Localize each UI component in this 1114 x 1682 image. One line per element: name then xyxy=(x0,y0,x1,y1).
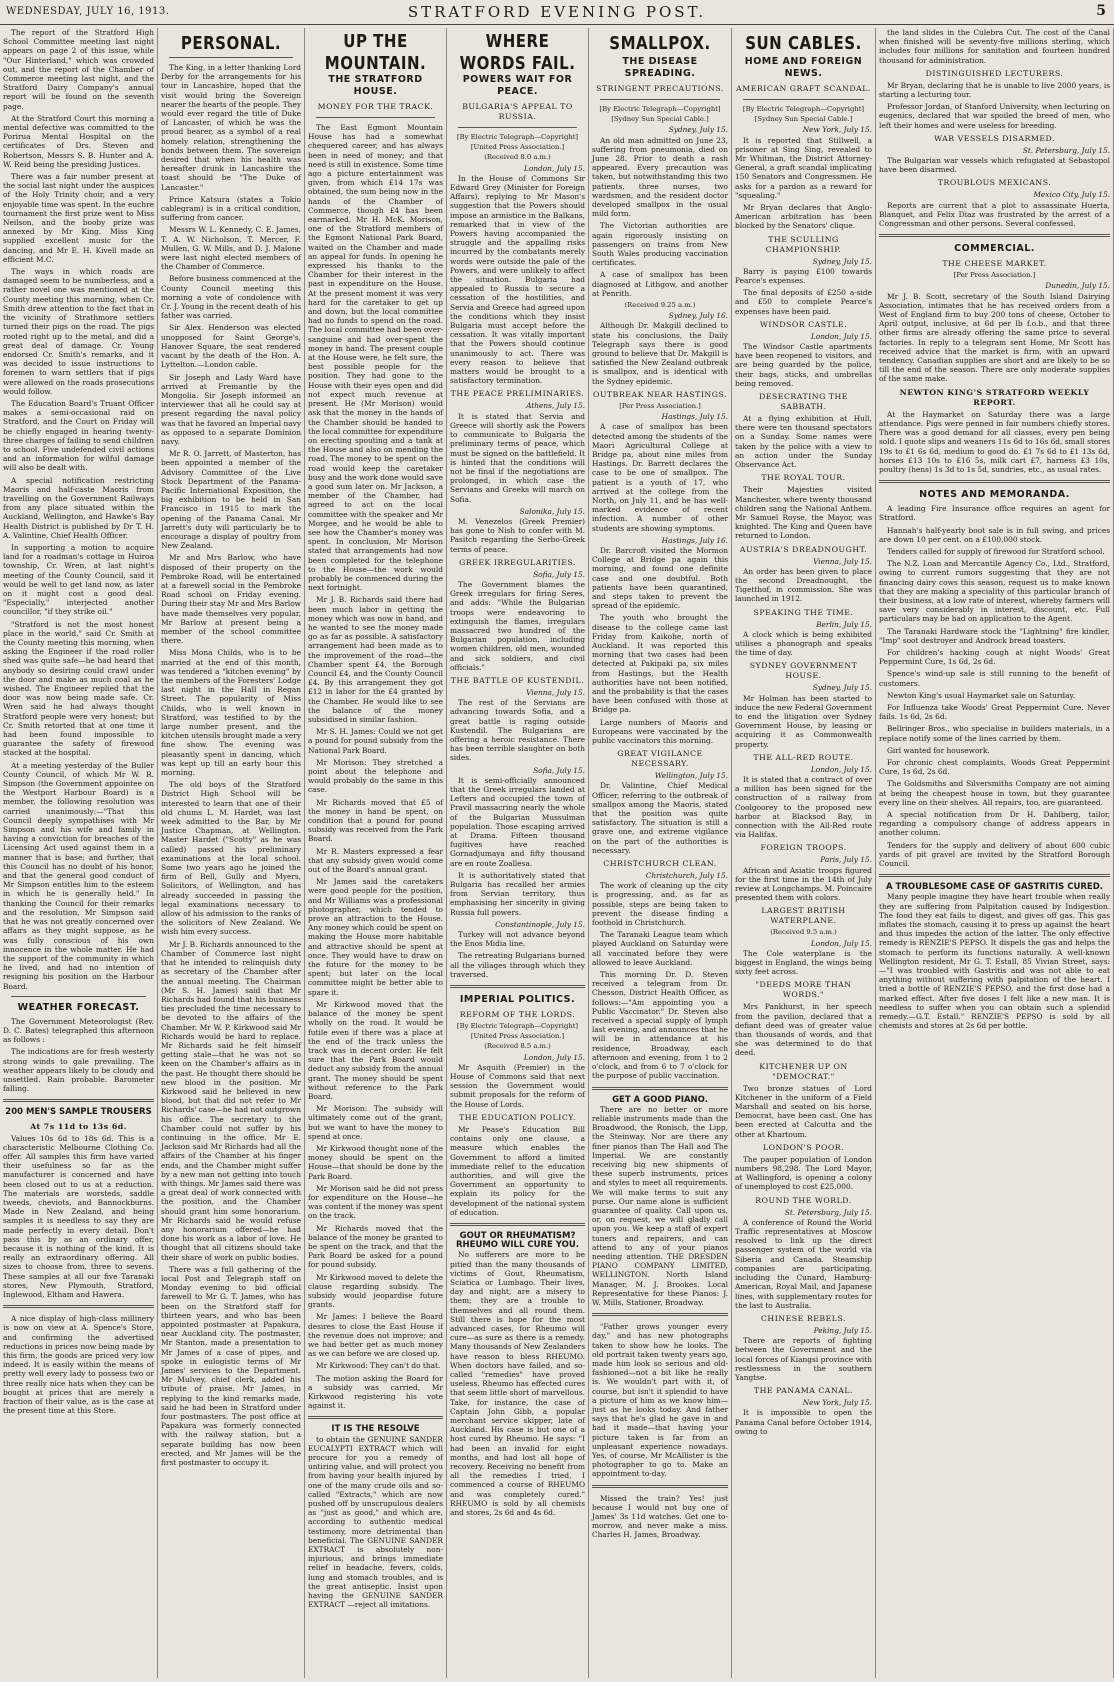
paragraph: Messrs W. L. Kennedy, C. E. James, T. A. W. Nicholson, T. Mercer, F. Mullen, G. W. Mills, and D. J. Malone were last night elected members of the Chamber of Commerce. xyxy=(161,225,301,272)
paragraph: In the House of Commons Sir Edward Grey (Minister for Foreign Affairs), replying to Mr Mason's suggestion that the Powers should impose an armistice in the Balkans, remarked that in view of the Powers having accompanied the struggle and the appalling risks incurred by the combatants merely words were outside the pale of the Powers, and were unlikely to affect the situation. Bulgaria had appealed to Russia to secure a cessation of the hostilities, and Servia and Greece had agreed upon the conditions which they insist Bulgaria must accept before the cessation. It was vitally important that the Powers should continue unanimously to act. There was every reason to believe that matters would be brought to a satisfactory termination. xyxy=(450,173,586,386)
paragraph: Mr J. B. Richards said there had been much labor in getting the money which was now in hand, and he wanted to see the money made go as far as possible. A satisfactory arrangement had been made as to the improvement of the road—the Chamber spent £4, the Borough Council £4, and the County Council £4. By this arrangement they got £12 in labor for the £4 granted by the Chamber. He would like to see the balance of the money subsidised in similar fashion. xyxy=(308,595,443,724)
paragraph: It is impossible to open the Panama Canal before October 1914, owing to xyxy=(735,1408,872,1436)
dateline: New York, July 15. xyxy=(802,125,872,135)
paragraph: Hannah's half-yearly boot sale is in full swing, and prices are down 10 per cent. on a £100,000 stock. xyxy=(879,525,1110,544)
sub-headline: "DEEDS MORE THAN WORDS." xyxy=(755,980,852,1000)
paragraph: Professor Jordan, of Stanford University, when lecturing on eugenics, declared that war spoiled the breed of men, who left their homes and were useless for breeding. xyxy=(879,102,1110,130)
sub-headline: THE STRATFORD HOUSE. xyxy=(328,74,423,97)
paragraph: A nice display of high-class millinery is now on view at A. Spence's Store, and confirming the advertised reductions in prices now being made by this firm, the goods are priced very low indeed. It is easily within the means of pretty well every lady to possess two or three really nice hats when they can be bought at prices that are merely a fraction of their value, as is the case at the present time at this Store. xyxy=(3,1314,154,1416)
divider xyxy=(879,480,1110,483)
paragraph: Mr J. B. Scott, secretary of the South Island Dairying Association, intimates that he has received orders from a West of England firm to buy 200 tons of cheese, October to April output, inclusive, at 6d per lb f.o.b., and that three other firms are already offering the same price to several factories. In reply to a telegram sent Home, Mr Scott has received advice that the market is firm, with an upward tendency. Canadian supplies are short and are likely to be so till the end of the season. There are only moderate supplies of the same make. xyxy=(879,291,1110,384)
paragraph: the land slides in the Culebra Cut. The cost of the Canal when finished will be seventy-five millions sterling, which includes four millions for sanitation and fourteen hundred thousand for administration. xyxy=(879,28,1110,65)
sub-headline: ROUND THE WORLD. xyxy=(755,1195,852,1205)
wire-credit: [Sydney Sun Special Cable.] xyxy=(754,115,853,124)
paragraph: Mr S. H. James: Could we not get a pound for pound subsidy from the National Park Board. xyxy=(308,727,443,755)
divider xyxy=(3,1305,154,1308)
paragraph: Turkey will not advance beyond the Enos Midia line. xyxy=(450,930,585,949)
paragraph: Large numbers of Maoris and Europeans were vaccinated by the public vaccinators this morning. xyxy=(592,717,728,745)
paragraph: Their Majesties visited Manchester, where twenty thousand children sang the National Anthem. Mr Samuel Royse, the Mayor, was knighted. The King and Queen have returned to London. xyxy=(735,485,872,541)
paragraph: The ways in which roads are damaged seem to be numberless, and a rather novel one was mentioned at the County meeting this morning, when Cr. Smith drew attention to the fact that in the vicinity of Strathmore settlers turned their pigs on the road. The pigs rooted right up to the metal, and did a great deal of damage. Cr. Young endorsed Cr. Smith's remarks, and it was decided to issue instructions to foremen to warn settlers that if pigs were allowed on the roads prosecutions would follow. xyxy=(3,267,154,396)
dateline: St. Petersburg, July 15. xyxy=(1022,145,1110,155)
dateline: Salonika, July 15. xyxy=(519,506,585,516)
ad-body: Values 10s 6d to 18s 6d. This is a characteristic Melbourne Clothing Co. offer. All samples this firm have varied their usefulness so far as the manufacturer is concerned and have been closed out to us at a reduction. The materials are worsteds, saddle tweeds, cheviots, and Bannockburns. Made in New Zealand, and being samples it is needless to say they are made perfectly in every detail. Don't pass this by as an ordinary offer, because it is nothing of the kind. It is really an extraordinary offering. All sizes to choose from, three to sevens. These samples at all our five Taranaki stores, New Plymouth, Stratford, Inglewood, Eltham and Hawera. xyxy=(3,1133,154,1299)
divider xyxy=(592,1087,728,1090)
divider xyxy=(879,234,1110,237)
paragraph: Tenders for the supply and delivery of about 600 cubic yards of pit gravel are invited by the Stratford Borough Council. xyxy=(879,840,1110,869)
sub-headline: MONEY FOR THE TRACK. xyxy=(317,102,434,111)
paragraph: The King, in a letter thanking Lord Derby for the arrangements for his tour in Lancashire, hoped that the visit would bring the Sovereign nearer the hearts of the people. They would ever regard the title of Duke of Lancaster, of which he was the proud bearer, as a symbol of a real homely relation, strengthening the bonds between them. The sovereign desired that when his health was hereafter drunk in Lancashire the toast should be "The Duke of Lancaster." xyxy=(161,63,301,192)
paragraph: Mr James said the caretakers were good people for the position, and Mr Williams was a professional photographer, which tended to prove an attraction to the House. Any money which could be spent on making the House more habitable and attractive should be spent at once. They would have to draw on the future for the money to be spent; but later on the local committee might be better able to spare it. xyxy=(308,877,443,997)
ad-body: Many people imagine they have heart trouble when really they are suffering from Palpitation caused by Indigestion. The food they eat fails to digest, and gives off gas. This gas inflates the stomach, causing it to press up against the heart and thus impedes the action of the latter. The only effective remedy is RENZIE'S PEPSO. It dispels the gas and helps the stomach to perform its functions naturally. A well-known Wellington resident, Mr G. T. Estall, 85 Vivian Street, says:—"I was troubled with Gastritis and was not able to eat anything without suffering with palpitation of the heart. I tried a bottle of RENZIE'S PEPSO, and the first dose had a marked effect. After five doses I felt like a new man. It is needless to suffer when you can obtain such a splendid remedy.—G.T. Estall." RENZIE'S PEPSO is sold by all chemists and stores at 2s 6d per bottle. xyxy=(879,892,1110,1031)
column-local-news xyxy=(0,28,158,1678)
paragraph: Mr Kirkwood moved that the balance of the money be spent wholly on the road. It would be futile even if there was a place at the end of the track unless the track was in decent order. He felt sure that the Park Board would deduct any subsidy from the annual grant. The money should be spent without reference to the Park Board. xyxy=(308,999,443,1101)
paragraph: The Windsor Castle apartments have been reopened to visitors, and are being guarded by the police, their bags, sticks, and umbrellas being removed. xyxy=(735,342,872,388)
sub-headline: THE CHEESE MARKET. xyxy=(942,259,1047,269)
paragraph: At the Stratford Court this morning a mental defective was committed to the Porirua Mental Hospital on the certificates of Drs. Steven and Robertson, Messrs S. B. Hunter and A. W. Reid being the presiding Justices. xyxy=(3,113,154,169)
issue-date: WEDNESDAY, JULY 16, 1913. xyxy=(6,6,170,17)
received-time: (Received 8.0 a.m.) xyxy=(484,153,551,162)
section-headline: NOTES AND MEMORANDA. xyxy=(919,489,1070,501)
dateline: New York, July 15. xyxy=(802,1398,872,1408)
sub-headline: LARGEST BRITISH WATERPLANE. xyxy=(761,906,846,926)
paragraph: Dr. Barcroft visited the Mormon College at Bridge pa again this morning, and found one definite case and one doubtful. Both patients have been quarantined, and steps taken to prevent the spread of the epidemic. xyxy=(592,545,728,611)
divider xyxy=(316,117,435,118)
paragraph: There are reports of fighting between the Government and the local forces of Kiangsi province with restlessness in the southern Yangtse. xyxy=(735,1336,872,1382)
paragraph: Mr Asquith (Premier) in the House of Commons said that next session the Government would submit proposals for the reform of the House of Lords. xyxy=(450,1062,585,1109)
paragraph: Before business commenced at the County Council meeting this morning a vote of condolence with Cr. J. Young in the recent death of his father was carried. xyxy=(161,274,301,321)
received-time: (Received 9.25 a.m.) xyxy=(624,301,696,310)
dateline: Christchurch, July 15. xyxy=(645,871,728,881)
paragraph: The indications are for fresh westerly strong winds to gale prevailing. The weather appears likely to be cloudy and unsettled. Rain probable. Barometer falling. xyxy=(3,1047,154,1094)
sub-headline: KITCHENER UP ON "DEMOCRAT." xyxy=(759,1061,848,1081)
sub-headline: SPEAKING THE TIME. xyxy=(753,607,854,617)
dateline: London, July 15. xyxy=(810,331,872,341)
newspaper-title: STRATFORD EVENING POST. xyxy=(407,3,707,21)
divider xyxy=(3,1099,154,1102)
dateline: Mexico City, July 15. xyxy=(1033,190,1110,200)
paragraph: Mr and Mrs Barlow, who have disposed of their property on the Pembroke Road, will be entertained at a farewell social in the Pembroke Road school on Friday evening. During their stay Mr and Mrs Barlow have made themselves very popular, Mr Barlow at present being a member of the school committee there. xyxy=(161,553,301,646)
sub-headline: HOME AND FOREIGN NEWS. xyxy=(744,56,863,79)
paragraph: There was a full gathering of the local Post and Telegraph staff on Monday evening to bid official farewell to Mr G. T. James, who has been on the Stratford staff for thirteen years, and who has been appointed postmaster at Papakura, near Auckland city. The postmaster, Mr Stanton, made a presentation to Mr James of a case of pipes, and spoke in eulogistic terms of Mr James' services to the Department. Mr Mulvey, chief clerk, added his tribute of praise. Mr James, in replying to the kind remarks made, said he had been in Stratford under four postmasters. The post office at Papakura was formerly connected with the railway station, but a separate building has now been erected, and Mr James will be the first postmaster to occupy it. xyxy=(161,1264,301,1468)
paragraph: The Taranaki Hardware stock the "Lightning" fire kindler, "Imp" soot destroyer and Androck bread toasters. xyxy=(879,626,1110,645)
paragraph: Mrs Pankhurst, in her speech from the pavilion, declared that a defiant deed was of greater value than thousands of words, and that she was determined to do that deed. xyxy=(735,1002,872,1058)
dateline: London, July 15. xyxy=(523,1052,585,1062)
paragraph: M. Venezelos (Greek Premier) has gone to Nish to confer with M. Pasitch regarding the Serbo-Greek terms of peace. xyxy=(450,516,585,554)
wire-credit: [Per Press Association.] xyxy=(953,271,1036,280)
sub-headline: POWERS WAIT FOR PEACE. xyxy=(462,74,573,97)
dateline: London, July 15. xyxy=(523,163,585,173)
ad-body: "Father grows younger every day," and has new photographs taken to show how he looks. The old portrait taken twenty years ago, made him look so serious and old-fashioned—not a bit like he really is. We wouldn't part with it, of course, but isn't it splendid to have a picture of him as we know him—just as he looks today. And father says that he's glad he gave in and had it made—that having your picture taken is far from an unpleasant experience nowadays. Yes, of course, Mr McAllister is the photographer to go to. Make an appointment to-day. xyxy=(592,1322,728,1479)
column-smallpox xyxy=(589,28,732,1678)
dateline: Constantinople, July 15. xyxy=(495,919,585,929)
paragraph: At the Haymarket on Saturday there was a large attendance. Pigs were penned in fair numbers chiefly stores. There was a good demand for all classes, every pen being sold. I quote slips and weaners 11s 6d to 16s 6d, small stores 19s to £1 6s 6d, medium to good do. £1 7s 6d to £1 13s 6d, horses £13 10s to £16 5s, milk cart £7, harness £3 10s, poultry (hens) 1s 3d to 1s 5d, sundries, etc., as usual rates. xyxy=(879,409,1110,474)
paragraph: The Goldsmiths and Silversmiths Company are not aiming at being the cheapest house in town, but they guarantee every line on their shelves. All repairs, too, are guaranteed. xyxy=(879,779,1110,807)
paragraph: It is stated that Servia and Greece will shortly ask the Powers to communicate to Bulgaria the preliminary terms of peace, which must be signed on the battlefield. It is hinted that the conditions will not be final if the negotiations are prolonged, in which case the Servians and Greeks will march on Sofia. xyxy=(450,411,585,504)
divider xyxy=(592,1313,728,1316)
wire-credit: [United Press Association.] xyxy=(470,143,565,152)
received-time: (Received 8.5 a.m.) xyxy=(484,1042,551,1051)
paragraph: The N.Z. Loan and Mercantile Agency Co., Ltd., Stratford, owing to current rumors suggesting that they are not financing dairy cows this season, request us to make known that they are making a speciality of this particular branch of their business, at a low rate of interest, whereby farmers will save very considerably in interest, discount, etc. Full particulars may be had on application to the Agent. xyxy=(879,559,1110,624)
paragraph: It is stated that a contract of over a million has been signed for the construction of a railway from Coolgoorey to the proposed new harbor at Blacksod Bay, in connection with the All-Red route via Halifax. xyxy=(735,774,872,840)
sub-headline: SYDNEY GOVERNMENT HOUSE. xyxy=(749,661,858,681)
dateline: London, July 15. xyxy=(810,938,872,948)
dateline: Vienna, July 15. xyxy=(813,556,872,566)
sub-headline: CHRISTCHURCH CLEAN. xyxy=(603,859,717,869)
weather-headline: WEATHER FORECAST. xyxy=(17,1001,140,1013)
sub-headline: GREEK IRREGULARITIES. xyxy=(459,557,576,567)
sub-headline: WINDSOR CASTLE. xyxy=(759,319,848,329)
dateline: Paris, July 15. xyxy=(820,855,872,865)
column-sun-cables xyxy=(732,28,876,1678)
paragraph: An old man admitted on June 23, suffering from pneumonia, died on June 28. Prior to death a rash appeared. Every precaution was taken, but notwithstanding this two patients, three nurses, two wardsmen, and the resident doctor developed smallpox in the usual mild form. xyxy=(592,135,728,219)
ad-headline: IT IS THE RESOLVE xyxy=(331,1424,420,1435)
paragraph: The Taranaki League team which played Auckland on Saturday were all vaccinated before they were allowed to leave Auckland. xyxy=(592,930,728,967)
ad-body: to obtain the GENUINE SANDER EUCALYPTI EXTRACT which will procure for you a remedy of untiring value, and will protect you from having your health injured by one of the many crude oils and so-called "Extracts," which are now pushed off by unscrupulous dealers as "just as good," and which are, according to authentic medical testimony, more detrimental than beneficial. The GENUINE SANDER EXTRACT is absolutely non-injurious, and brings immediate relief in headache, fevers, colds, lung and stomach troubles, and is the great antiseptic. Insist upon having the GENUINE SANDER EXTRACT —reject all imitations. xyxy=(308,1434,443,1610)
paragraph: The Cole waterplane is the biggest in England, the wings being sixty feet across. xyxy=(735,948,872,977)
ad-headline: 200 MEN'S SAMPLE TROUSERS xyxy=(5,1107,152,1118)
paragraph: Mr James: I believe the Board desires to close the East House if the revenue does not improve; and we had better get as much money as we can before we are closed up. xyxy=(308,1312,443,1359)
wire-credit: [By Electric Telegraph—Copyright] xyxy=(456,1022,579,1031)
paragraph: There was a fair number present at the social last night under the auspices of the Holy Trinity choir, and a very enjoyable time was spent. In the euchre tournament the first prize went to Miss Neilson, and the booby prize was annexed by Mr King. Miss King supplied excellent music for the dancing, and Mr E. H. Kivell made an efficient M.C. xyxy=(3,172,154,264)
dateline: Wellington, July 15. xyxy=(654,771,728,781)
paragraph: "Stratford is not the most honest place in the world," said Cr. Smith at the County meeting this morning, when asking the Engineer if the road roller shed was quite safe—he had heard that anybody so desiring could crawl under the door and make as much coal as he wished. The Engineer replied that the door was now being made safe. Cr. Wren said he had always thought Stratford people were very honest; but Cr. Smith retorted that at one time it had been found impossible to guarantee the safety of firewood stacked at the hospital. xyxy=(3,619,154,758)
ad-headline: GOUT OR RHEUMATISM? RHEUMO WILL CURE YOU. xyxy=(455,1230,579,1251)
paragraph: Mr Kirkwood thought none of the money should be spent on the House—that should be done by the Park Board. xyxy=(308,1143,443,1181)
paragraph: For Influenza take Woods' Great Peppermint Cure. Never fails. 1s 6d, 2s 6d. xyxy=(879,702,1110,722)
dateline: Sofia, July 15. xyxy=(533,569,585,579)
sub-headline: WAR VESSELS DISARMED. xyxy=(934,133,1055,143)
dateline: Vienna, July 15. xyxy=(526,687,585,697)
paragraph: This morning Dr. D. Steven received a telegram from Dr. Chesson, District Health Officer, as follows:—"Am appointing you a Public Vaccinator." Dr. Steven also received a special supply of lymph last evening, and announces that he will be in attendance at his residence, Broadway, each afternoon and evening, from 1 to 2 o'clock, and from 6 to 7 o'clock for the purpose of public vaccination. xyxy=(592,970,728,1081)
sub-headline: AUSTRIA'S DREADNOUGHT. xyxy=(739,544,868,554)
paragraph: Bellringer Bros., who specialise in builders materials, in a replace notify some of the lines carried by them. xyxy=(879,724,1110,743)
divider xyxy=(169,57,293,58)
dateline: Sydney, July 15. xyxy=(812,256,872,266)
dateline: Sydney, July 15. xyxy=(668,125,728,135)
paragraph: For children's hacking cough at night Woods' Great Peppermint Cure, 1s 6d, 2s 6d. xyxy=(879,647,1110,667)
paragraph: At a flying exhibition at Hull, there were ten thousand spectators on a Sunday. Some names were taken by the police with a view to an action under the Sunday Observance Act. xyxy=(735,414,872,470)
section-headline: SMALLPOX. xyxy=(609,32,711,54)
sub-headline: THE EDUCATION POLICY. xyxy=(459,1112,576,1122)
paragraph: A conference of Round the World Traffic representatives at Moscow resolved to link up the direct passenger system of the world via Siberia and Canada. Steamship companies are participating, including the Cunard, Hamburg-American, Royal Mail, and Japanese lines, with supplementary routes for the last to Australia. xyxy=(735,1217,872,1310)
paragraph: The rest of the Servians are advancing towards Sofia, and a great battle is raging outside Kustendil. The Bulgarians are offering a heroic resistance. There has been terrible slaughter on both sides. xyxy=(450,698,585,763)
paragraph: The Victorian authorities are again rigorously insisting on passengers on trains from New South Wales producing vaccination certificates. xyxy=(592,221,728,268)
divider xyxy=(879,874,1110,877)
paragraph: The old boys of the Stratford District High School will be interested to learn that one of their old chums L. M. Hardet, was last week admitted to the Bar, by Mr Justice Chapman, at Wellington. Master Hardet ("Scotty" as he was called) passed his preliminary examinations at the local school. Some two years ago he joined the firm of Bell, Gully and Myers, Solicitors, of Wellington, and has already succeeded in passing the legal examinations necessary to allow of his admission to the ranks of the solicitors of New Zealand. We wish him every success. xyxy=(161,780,301,937)
paragraph: Miss Mona Childs, who is to be married at the end of this month, was tendered a "kitchen evening" by the members of the Foresters' Lodge last night in the Hall in Regan Street. The popularity of Miss Childs, who is well known in Stratford, was testified to by the large number present, and the kitchen utensils brought made a very fine show. The evening was pleasantly spent in dancing, which was kept up till an early hour this morning. xyxy=(161,648,301,778)
paragraph: Mr Bryan declares that Anglo-American arbitration has been blocked by the Senators' clique. xyxy=(735,203,872,231)
divider xyxy=(450,985,585,988)
paragraph: Sir Joseph and Lady Ward have arrived at Fremantle by the Mongolia. Sir Joseph informed an interviewer that all he could say at present regarding the naval policy was that he favored an Imperial navy as opposed to a separate Dominion navy. xyxy=(161,372,301,446)
divider xyxy=(600,99,720,100)
paragraph: The motion asking the Board for a subsidy was carried, Mr Kirkwood registering his vote against it. xyxy=(308,1373,443,1411)
paragraph: Mr R. O. Jarrett, of Masterton, has been appointed a member of the Advisory Committee of the Live Stock Department of the Panama-Pacific International Exposition, the big exhibition to be held in San Francisco in 1915 to mark the opening of the Panama Canal. Mr Jarrett's duty will particularly be to encourage a display of poultry from New Zealand. xyxy=(161,449,301,551)
section-headline: SUN CABLES. xyxy=(745,32,862,54)
ad-subheadline: At 7s 11d to 13s 6d. xyxy=(30,1121,127,1131)
sub-headline: FOREIGN TROOPS. xyxy=(760,843,847,853)
paragraph: A special notification restricting Maoris and half-caste Maoris from travelling on the Government Railways from any place situated within the Auckland, Wellington, and Hawke's Bay Health District is published by Dr T. H. A. Valintine, Chief Health Officer. xyxy=(3,475,154,540)
dateline: St. Petersburg, July 15. xyxy=(784,1207,872,1217)
paragraph: Mr Kirkwood: They can't do that. xyxy=(316,1361,441,1371)
paragraph: In supporting a motion to acquire land for a roadman's cottage in Huiroa township, Cr. Wren, at last night's meeting of the County Council, said it would be well to get land now, as later on it might cost a good deal. "Especially," interjected another councillor, "if they strike oil." xyxy=(3,542,154,617)
paragraph: Mr J. B. Richards announced to the Chamber of Commerce last night that he intended to relinquish duty as secretary of the Chamber after the annual meeting. The Chairman (Mr S. H. James) said that Mr Richards had found that his business ties precluded the time necessary to be devoted to the affairs of the Chamber. Mr W. P. Kirkwood said Mr Richards would be hard to replace. Mr Richards said he felt himself getting stale—that he was not so keen on the Chamber's affairs as in the past. He thought there should be new blood in the position. Mr Kirkwood said he believed in new blood, but that did not refer to Mr Richards' case—he had not outgrown his office. The secretary to the Chamber could not suffer by his continuing in the office. Mr E. Jackson said Mr Richards had all the affairs of the Chamber at his finger ends, and the Chamber might suffer by a new man not getting into touch with things. Mr James said there was a great deal of work connected with the position, and the Chamber should grant him some honorarium. Mr Richards said he would refuse any honorarium offered—he had done his work as a labor of love. He thought that all citizens should take their share of work on public bodies. xyxy=(161,939,302,1262)
paragraph: A case of smallpox has been diagnosed at Lithgow, and another at Penrith. xyxy=(592,270,728,298)
divider xyxy=(458,127,577,128)
masthead xyxy=(0,0,1114,25)
dateline: Berlin, July 15. xyxy=(816,619,872,629)
paragraph: Sir Alex. Henderson was elected unopposed for Saint George's, Hanover Square, the seat rendered vacant by the death of the Hon. A. Lyttelton.—London cable. xyxy=(161,323,301,370)
paragraph: Newton King's usual Haymarket sale on Saturday. xyxy=(887,690,1076,700)
divider xyxy=(743,99,864,100)
paragraph: It is reported that Stillwell, a prisoner at Sing Sing, revealed to Mr Whitman, the District Attorney-General, a graft scandal implicating 150 Senators and Congressmen. He asks for a pardon as a reward for "squealing." xyxy=(735,135,872,200)
sub-headline: CHINESE REBELS. xyxy=(760,1313,847,1323)
received-time: (Received 9.5 a.m.) xyxy=(770,928,837,937)
sub-headline: BULGARIA'S APPEAL TO RUSSIA. xyxy=(462,102,573,121)
paragraph: Tenders called for supply of firewood for Stratford school. xyxy=(887,546,1105,556)
dateline: Sydney, July 16. xyxy=(668,311,728,321)
sub-headline: THE ALL-RED ROUTE. xyxy=(753,752,854,762)
divider xyxy=(450,1223,585,1226)
ad-body: There are no better or more reliable instruments made than the Broadwood, the Ronisch, the Lipp, the Steinway. Nor are there any finer pianos than The Hall and The Imperial. We are constantly receiving big new shipments of these superb instruments, prices and styles to meet all requirements. We will make terms to suit any purse. Our name alone is sufficient guarantee of quality. Call upon us, or, on request, we will gladly call upon you. We keep a staff of expert tuners and repairers, and can attend to any of your pianos needing attention. THE DRESDEN PIANO COMPANY LIMITED, WELLINGTON. North Island Manager, M. J. Brookes. Local Representative for these Pianos: J. W. Mills, Stationer, Broadway. xyxy=(592,1104,728,1307)
section-headline: WHERE WORDS FAIL. xyxy=(459,30,576,74)
column-where-words-fail xyxy=(447,28,589,1678)
dateline: Sydney, July 15. xyxy=(812,683,872,693)
sub-headline: THE PEACE PRELIMINARIES. xyxy=(450,389,585,399)
divider xyxy=(11,996,146,997)
paragraph: The Bulgarian war vessels which refugiated at Sebastopol have been disarmed. xyxy=(879,156,1110,175)
sub-headline: THE SCULLING CHAMPIONSHIP. xyxy=(765,234,842,254)
paragraph: Although Dr. Makgill declined to state his conclusions, the Daily Telegraph says there is good ground to believe that Dr. Makgill is satisfied the New Zealand outbreak is smallpox, and is identical with the Sydney epidemic. xyxy=(592,321,728,386)
paragraph: Mr Richards moved that £5 of the money in hand be spent, on condition that a pound for pound subsidy was received from the Park Board. xyxy=(308,797,443,844)
paragraph: Prince Katsura (states a Tokio cablegram) is in a critical condition, suffering from cancer. xyxy=(161,194,301,223)
paragraph: The final deposits of £250 a-side and £50 to complete Pearce's expenses have been paid. xyxy=(735,288,872,316)
ad-headline: A TROUBLESOME CASE OF GASTRITIS CURED. xyxy=(886,882,1103,893)
paragraph: Two bronze statues of Lord Kitchener in the uniform of a Field Marshall and seated on his horse, Democrat, have been cast. One has been erected at Calcutta and the other at Khartoum. xyxy=(735,1083,872,1139)
wire-credit: [By Electric Telegraph—Copyright] xyxy=(599,105,721,113)
sub-headline: NEWTON KING'S STRATFORD WEEKLY REPORT. xyxy=(899,387,1090,407)
paragraph: Mr Kirkwood moved to delete the clause regarding subsidy. The subsidy would jeopardise future grants. xyxy=(308,1272,443,1310)
paragraph: It is authoritatively stated that Bulgaria has recalled her armies from Servian territory, thus emphasising her sincerity in giving Russia full powers. xyxy=(450,870,585,917)
column-personal xyxy=(158,28,305,1678)
paragraph: Girl wanted for housework. xyxy=(887,745,990,755)
section-headline: IMPERIAL POLITICS. xyxy=(459,994,576,1006)
sub-headline: THE PANAMA CANAL. xyxy=(753,1386,854,1396)
dateline: Hastings, July 15. xyxy=(661,412,728,422)
paragraph: The pauper population of London numbers 98,298. The Lord Mayor, at Wallingford, is opening a colony of unemployed to cost £25,000. xyxy=(735,1154,872,1192)
sub-headline: OUTBREAK NEAR HASTINGS. xyxy=(592,389,728,399)
dateline: Sofia, July 15. xyxy=(533,765,585,775)
sub-headline: STRINGENT PRECAUTIONS. xyxy=(596,84,724,93)
paragraph: Mr R. Masters expressed a fear that any subsidy given would come out of the Board's annual grant. xyxy=(308,846,443,875)
wire-credit: [United Press Association.] xyxy=(470,1032,565,1041)
page-number: 5 xyxy=(1096,3,1106,19)
sub-headline: DISTINGUISHED LECTURERS. xyxy=(925,68,1064,78)
section-headline: UP THE MOUNTAIN. xyxy=(324,30,427,74)
paragraph: It is semi-officially announced that the Greek irregulars landed at Lefters and occupied the town of Pravil massacring nearly the whole of the Bulgarian Mussulman population. Those escaping arrived at Drama. Fifteen thousand fugitives have reached Gornadjumaya and fifty thousand are en route Zoallesa. xyxy=(450,775,585,868)
sub-headline: AMERICAN GRAFT SCANDAL. xyxy=(736,84,871,93)
paragraph: The retreating Bulgarians burned all the villages through which they traversed. xyxy=(450,951,585,979)
paragraph: A case of smallpox has been detected among the students of the Maori Agricultural College at Bridge pa, about nine miles from Hastings. Dr. Barrett declares the case to be one of smallpox. The patient is a youth of 17, who arrived at the college from the North, on July 11, and he has well-marked evidence of recent infection. A number of other students are showing symptoms. xyxy=(592,422,728,533)
wire-credit: [By Electric Telegraph—Copyright] xyxy=(742,105,865,113)
dateline: Hastings, July 16. xyxy=(661,535,728,545)
wire-credit: [Sydney Sun Special Cable.] xyxy=(611,115,709,124)
sub-headline: GREAT VIGILANCE NECESSARY. xyxy=(617,749,703,769)
sub-headline: LONDON'S POOR. xyxy=(762,1142,845,1152)
ad-body: Missed the train? Yes! just because I would not buy one of James' 3s 11d watches. Get one to-morrow, and never make a miss. Charles H. James, Broadway. xyxy=(592,1493,728,1540)
paragraph: Dr. Valintine, Chief Medical Officer, referring to the outbreak of smallpox among the Maoris, stated that the position was quite satisfactory. The situation is still a grave one, and extreme vigilance on the part of the authorities is necessary. xyxy=(592,781,728,855)
section-headline: COMMERCIAL. xyxy=(954,243,1035,255)
paragraph: Spence's wind-up sale is still running to the benefit of customers. xyxy=(879,669,1110,688)
paragraph: For chronic chest complaints, Woods Great Peppermint Cure, 1s 6d, 2s 6d. xyxy=(879,757,1110,777)
sub-headline: THE DISEASE SPREADING. xyxy=(622,56,698,79)
paragraph: Mr Pease's Education Bill contains only one clause, a measure which enables the Government to afford a limited immediate relief to the education authorities, and will give the Government an opportunity to explain its policy for the development of the national system of education. xyxy=(450,1124,585,1217)
paragraph: The Government blames the Greek irregulars for firing Seres, and adds: "While the Bulgarian troops were endeavoring to extinguish the flames, irregulars massacred two hundred of the Bulgarian population, including women children, old men, wounded and sick soldiers, and civil officials." xyxy=(450,579,585,672)
paragraph: The youth who brought the disease to the college came last Friday from Kaikohe, north of Auckland. It was reported this morning that two cases had been detected at Pakipaki pa, six miles from Hastings, but the Health authorities have not been notified, and the probability is that the cases have been confused with those at Bridge pa. xyxy=(592,613,728,715)
paragraph: The East Egmont Mountain House has had a somewhat chequered career, and has always been in need of money; and that need is still in existence. Some time ago a picture entertainment was given, from which £14 17s was obtained, the sum being now in the hands of the Chamber of Commerce, though £4 has been earmarked. Mr H. McK. Morison, one of the Stratford members of the Egmont National Park Board, waited on the Chamber and made an appeal for funds. In opening he expressed his thanks to the Chamber for their interest in the past in expenditure on the House. At the present moment it was very hard for the caretaker to get up and down, but the local committee had no funds to spend on the road. The local committee had been over-sanguine and had over-spent the money in hand. The present couple at the House were, he felt sure, the best possible people for the position. They had gone to the House with their eyes open and did not expect much revenue at present. He (Mr Morison) would ask that the money in the hands of the Chamber should be handed to the local committee for expenditure on erecting spouting and a tank at the House and also on mending the road. The money to be spent on the road would keep the caretaker busy and the work done would save a good sum later on. Mr Jackson, a member of the Chamber, had agreed to act on the local committee with the speaker and Mr Morgee, and he would be able to see how the Chamber's money was spent. In conclusion, Mr Morison stated that arrangements had now been completed for the telephone to the House—the work would probably be commenced during the next fortnight. xyxy=(308,123,443,593)
paragraph: Mr Morison: The subsidy will ultimately come out of the grant, but we want to have the money to spend at once. xyxy=(308,1104,443,1141)
divider xyxy=(308,1416,443,1419)
paragraph: Mr Morison said he did not press for expenditure on the House—he was content if the money was spent on the track. xyxy=(308,1183,443,1221)
paragraph: The work of cleaning up the city is progressing, and, as far as possible, steps are being taken to prevent the disease finding a foothold in Christchurch. xyxy=(592,881,728,928)
paragraph: Mr Bryan, declaring that he is unable to live 2000 years, is starting a lecturing tour. xyxy=(879,80,1110,100)
sub-headline: DESECRATING THE SABBATH. xyxy=(758,392,849,412)
column-up-the-mountain xyxy=(305,28,447,1678)
paragraph: Reports are current that a plot to assassinate Huerta, Blanquet, and Felix Diaz was frustrated by the arrest of a Congressman and other persons. Several confessed. xyxy=(879,200,1110,229)
dateline: London, July 15. xyxy=(810,764,872,774)
wire-credit: [By Electric Telegraph—Copyright] xyxy=(456,133,579,141)
paragraph: Mr Richards moved that the balance of the money be granted to be spent on the track, and that the Park Board be asked for a pound for pound subsidy. xyxy=(308,1223,443,1270)
paragraph: Barry is paying £100 towards Pearce's expenses. xyxy=(735,266,872,286)
paragraph: The report of the Stratford High School Committee meeting last night appears on page 2 of this issue, while "Our Hinterland," which was crowded out, and the report of the Chamber of Commerce meeting last night, and the Stratford Dairy Company's annual report will be found on the seventh page. xyxy=(3,28,154,111)
ad-body: No sufferers are more to be pitied than the many thousands of victims of Gout, Rheumatism, Sciatica or Lumbago. Their lives, day and night, are a misery to them; they are a trouble to themselves and all round them. Still there is hope for the most advanced cases, for Rheumo will cure—as sure as there is a remedy. Many thousands of New Zealanders have reason to bless RHEUMO. When doctors have failed, and so-called "remedies" have proved useless, Rheumo has effected cures that seem little short of marvellous. Take, for instance, the case of Captain John Gibb, a popular merchant service skipper, late of Auckland. His case is but one of a host cured by Rheumo. He says: "I had been an invalid for eight months, and had lost all hope of recovery. Receiving no benefit from all the remedies I tried, I commenced a course of RHEUMO and was completely cured." RHEUMO is sold by all chemists and stores, 2s 6d and 4s 6d. xyxy=(450,1250,585,1518)
dateline: Peking, July 15. xyxy=(813,1325,872,1335)
wire-credit: [Per Press Association.] xyxy=(619,401,701,410)
ad-headline: GET A GOOD PIANO. xyxy=(612,1094,708,1105)
sub-headline: REFORM OF THE LORDS. xyxy=(459,1010,576,1020)
divider xyxy=(592,1485,728,1488)
paragraph: At a meeting yesterday of the Buller County Council, of which Mr W. R. Simpson (the Government appointee on the Westport Harbour Board) is a member, the following resolution was carried unanimously:—"That this Council deeply sympathises with Mr Simpson and his wife and family in having a conviction for breaches of the Licensing Act used against them in a manner that is base; and further, that this Council has no doubt of his honor, and that the general good conduct of Mr Simpson entitles him to the esteem in which he is generally held." In thanking the Council for their remarks and the resolution, Mr Simpson said that he was not greatly concerned over affairs as they might suppose, as he was fully conscious of his own innocence in the whole matter. He had the support of the community in which he lived, and had no intention of resigning his position on the Harbour Board. xyxy=(3,760,154,991)
sub-headline: TROUBLOUS MEXICANS. xyxy=(937,178,1052,188)
section-headline: PERSONAL. xyxy=(180,32,282,54)
paragraph: A clock which is being exhibited utilises a phonograph and speaks the time of day. xyxy=(735,629,872,658)
column-commercial-notes xyxy=(876,28,1114,1678)
sub-headline: THE ROYAL TOUR. xyxy=(761,473,846,483)
paragraph: A special notification from Dr H. Dahlberg, tailor, regarding a compulsory change of address appears in another column. xyxy=(879,810,1110,838)
sub-headline: THE BATTLE OF KUSTENDIL. xyxy=(450,675,585,685)
paragraph: The Education Board's Truant Officer makes a semi-occasional raid on Stratford, and the Court on Friday will be chiefly engaged in hearing twenty-three charges of failing to send children to school. Five undefended civil actions and an information for wilful damage will also be dealt with. xyxy=(3,398,154,473)
paragraph: A leading Fire Insurance office requires an agent for Stratford. xyxy=(879,504,1110,523)
dateline: Dunedin, July 15. xyxy=(1045,281,1110,291)
paragraph: Mr Morison: They stretched a point about the telephone and would probably do the same in this case. xyxy=(308,757,443,795)
paragraph: African and Asiatic troops figured for the first time in the 14th of July review at Longchamps. M. Poincaire presented them with colors. xyxy=(735,865,872,903)
paragraph: The Government Meteorologist (Rev. D. C. Bates) telegraphed this afternoon as follows : xyxy=(3,1016,154,1045)
dateline: Athens, July 15. xyxy=(526,401,585,411)
paragraph: Mr Holman has been started to induce the new Federal Government to end the litigation over Sydney Government House, by leasing or acquiring it as Commonwealth property. xyxy=(735,693,872,749)
paragraph: An order has been given to place the second Dreadnought, the Tigetthof, in commission. She was launched in 1912. xyxy=(735,566,872,604)
